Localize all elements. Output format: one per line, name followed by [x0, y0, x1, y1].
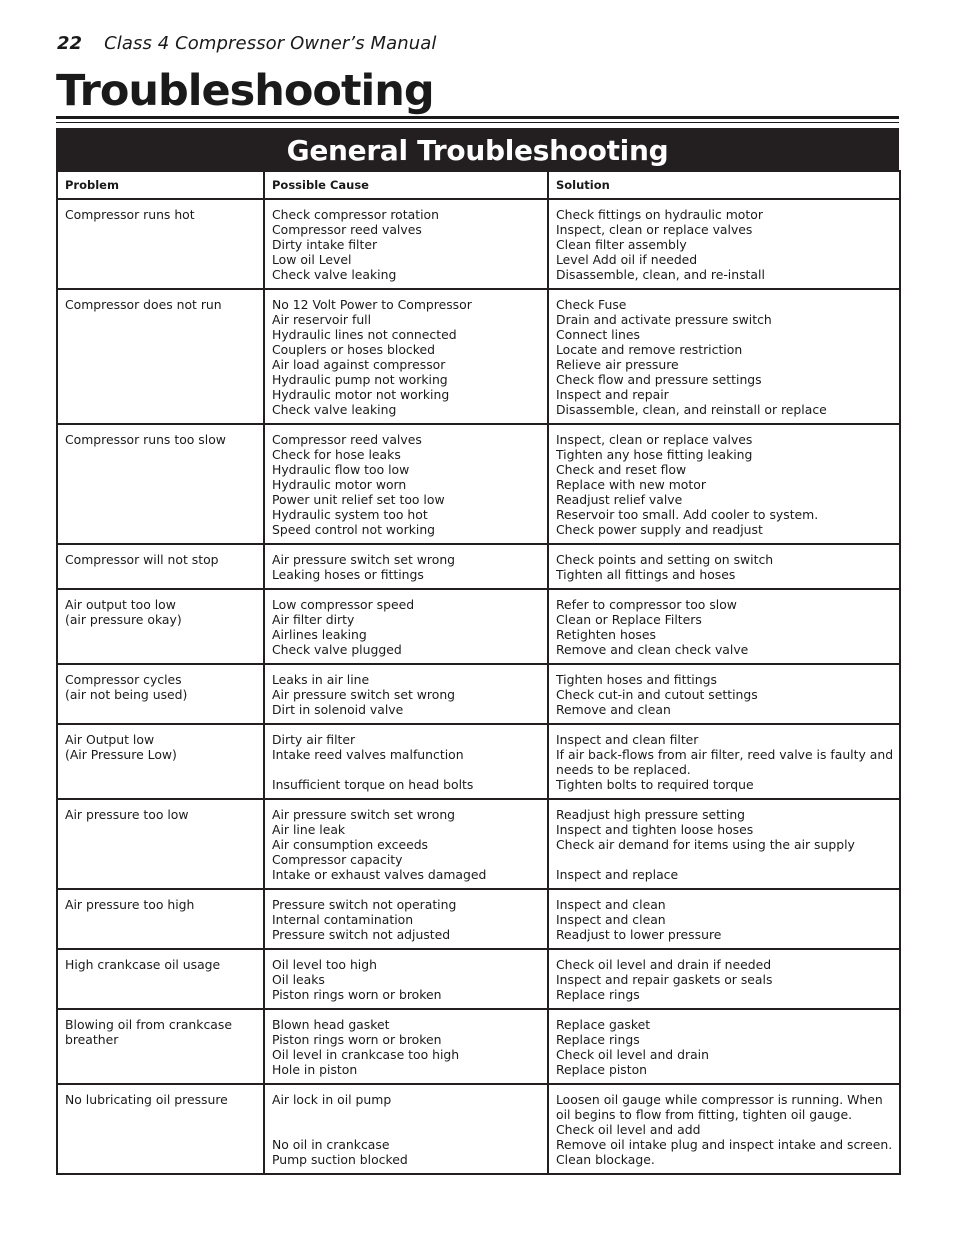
solution-text: Check points and setting on switch [556, 552, 774, 567]
cause-cell [264, 724, 548, 799]
cause-text: Oil leaks [272, 972, 325, 987]
cause-text: Compressor reed valves [272, 432, 422, 447]
solution-text: Disassemble, clean, and re-install [556, 267, 765, 282]
cause-text: Hydraulic motor worn [272, 477, 407, 492]
solution-text: Check oil level and drain if needed [556, 957, 772, 972]
solution-text: Disassemble, clean, and reinstall or replace [556, 402, 827, 417]
table-row [57, 949, 900, 1009]
cause-text: Piston rings worn or broken [272, 987, 442, 1002]
cause-text: Pressure switch not operating [272, 897, 457, 912]
cause-text: Air filter dirty [272, 612, 355, 627]
cause-text: Air consumption exceeds [272, 837, 429, 852]
solution-text: Check flow and pressure settings [556, 372, 762, 387]
cause-text: Hole in piston [272, 1062, 358, 1077]
solution-text: Relieve air pressure [556, 357, 679, 372]
solution-text: Check and reset flow [556, 462, 687, 477]
solution-text: Inspect and replace [556, 867, 679, 882]
table-row [57, 589, 900, 664]
solution-text: oil begins to flow from fitting, tighten oil gauge. [556, 1107, 853, 1122]
section-title: General Troubleshooting [286, 133, 669, 167]
cause-text: No oil in crankcase [272, 1137, 390, 1152]
cause-text: No 12 Volt Power to Compressor [272, 297, 472, 312]
cause-text: Internal contamination [272, 912, 414, 927]
solution-text: Inspect, clean or replace valves [556, 222, 753, 237]
cause-text: Air pressure switch set wrong [272, 552, 456, 567]
column-header-solution: Solution [548, 171, 900, 199]
cause-text: Air load against compressor [272, 357, 446, 372]
solution-text: Replace gasket [556, 1017, 651, 1032]
solution-text: Tighten bolts to required torque [556, 777, 754, 792]
cause-cell [264, 424, 548, 544]
cause-text [272, 762, 541, 777]
problem-cell [57, 664, 264, 724]
cause-text [272, 1122, 541, 1137]
solution-text: Connect lines [556, 327, 640, 342]
table-row [57, 289, 900, 424]
cause-text: Dirt in solenoid valve [272, 702, 404, 717]
cause-text: Air pressure switch set wrong [272, 687, 456, 702]
problem-cell [57, 289, 264, 424]
section-header-band [56, 128, 899, 172]
cause-text: Pressure switch not adjusted [272, 927, 451, 942]
table-row [57, 544, 900, 589]
cause-text: Power unit relief set too low [272, 492, 445, 507]
cause-text: Air lock in oil pump [272, 1092, 392, 1107]
solution-text: Drain and activate pressure switch [556, 312, 772, 327]
cause-text: Check for hose leaks [272, 447, 401, 462]
solution-text: Check power supply and readjust [556, 522, 763, 537]
solution-text: Check oil level and drain [556, 1047, 709, 1062]
column-header-possible-cause: Possible Cause [264, 171, 548, 199]
solution-text: Replace with new motor [556, 477, 706, 492]
solution-text: needs to be replaced. [556, 762, 691, 777]
solution-cell [548, 589, 900, 664]
problem-cell [57, 589, 264, 664]
solution-cell [548, 1084, 900, 1174]
problem-text: (air not being used) [65, 687, 188, 702]
problem-cell [57, 199, 264, 289]
table-row [57, 889, 900, 949]
cause-text: Hydraulic motor not working [272, 387, 450, 402]
cause-text: Air reservoir full [272, 312, 372, 327]
solution-text: Inspect, clean or replace valves [556, 432, 753, 447]
cause-cell [264, 1009, 548, 1084]
cause-cell [264, 664, 548, 724]
solution-text: Clean filter assembly [556, 237, 687, 252]
solution-cell [548, 544, 900, 589]
solution-cell [548, 889, 900, 949]
page-title: Troubleshooting [56, 66, 434, 116]
problem-text: Compressor will not stop [65, 552, 219, 567]
problem-text: (Air Pressure Low) [65, 747, 177, 762]
cause-text: Dirty intake filter [272, 237, 378, 252]
table-row [57, 1084, 900, 1174]
solution-text: Remove oil intake plug and inspect intake and screen. [556, 1137, 893, 1152]
cause-text: Insufficient torque on head bolts [272, 777, 474, 792]
problem-text: Blowing oil from crankcase [65, 1017, 232, 1032]
solution-text: Refer to compressor too slow [556, 597, 737, 612]
solution-text: Loosen oil gauge while compressor is running. When [556, 1092, 883, 1107]
solution-text: Check fittings on hydraulic motor [556, 207, 763, 222]
solution-text: Check oil level and add [556, 1122, 701, 1137]
solution-text: Inspect and clean [556, 897, 666, 912]
cause-text: Dirty air filter [272, 732, 356, 747]
problem-cell [57, 1009, 264, 1084]
solution-text: Replace rings [556, 1032, 640, 1047]
solution-cell [548, 1009, 900, 1084]
solution-text: Locate and remove restriction [556, 342, 743, 357]
cause-text: Oil level in crankcase too high [272, 1047, 460, 1062]
solution-text: Level Add oil if needed [556, 252, 698, 267]
title-rule-thin [56, 122, 899, 123]
cause-text: Intake reed valves malfunction [272, 747, 464, 762]
cause-text: Blown head gasket [272, 1017, 390, 1032]
cause-cell [264, 799, 548, 889]
table-row [57, 424, 900, 544]
problem-text: Air pressure too high [65, 897, 195, 912]
solution-text: Inspect and clean filter [556, 732, 699, 747]
problem-cell [57, 889, 264, 949]
solution-text: Inspect and repair [556, 387, 669, 402]
problem-cell [57, 949, 264, 1009]
problem-text: Compressor runs too slow [65, 432, 226, 447]
problem-cell [57, 1084, 264, 1174]
solution-text: Tighten hoses and fittings [556, 672, 717, 687]
cause-text: Hydraulic lines not connected [272, 327, 457, 342]
cause-text: Airlines leaking [272, 627, 367, 642]
solution-cell [548, 199, 900, 289]
problem-cell [57, 544, 264, 589]
cause-text: Piston rings worn or broken [272, 1032, 442, 1047]
solution-text: Inspect and repair gaskets or seals [556, 972, 773, 987]
table-row [57, 1009, 900, 1084]
problem-text: (air pressure okay) [65, 612, 182, 627]
solution-text: Readjust to lower pressure [556, 927, 722, 942]
cause-cell [264, 589, 548, 664]
cause-text: Hydraulic flow too low [272, 462, 410, 477]
solution-text: If air back-flows from air filter, reed valve is faulty and [556, 747, 894, 762]
cause-text: Check valve leaking [272, 402, 397, 417]
troubleshooting-table [56, 170, 901, 1175]
cause-text: Hydraulic pump not working [272, 372, 448, 387]
solution-text: Retighten hoses [556, 627, 656, 642]
cause-text: Intake or exhaust valves damaged [272, 867, 487, 882]
problem-cell [57, 424, 264, 544]
problem-text: No lubricating oil pressure [65, 1092, 228, 1107]
problem-text: breather [65, 1032, 119, 1047]
cause-text: Leaking hoses or fittings [272, 567, 424, 582]
solution-cell [548, 289, 900, 424]
solution-text: Tighten all fittings and hoses [556, 567, 736, 582]
cause-text: Couplers or hoses blocked [272, 342, 435, 357]
solution-text: Inspect and tighten loose hoses [556, 822, 754, 837]
cause-text: Check valve leaking [272, 267, 397, 282]
solution-text: Reservoir too small. Add cooler to system. [556, 507, 819, 522]
cause-text: Compressor reed valves [272, 222, 422, 237]
cause-cell [264, 199, 548, 289]
table-row [57, 799, 900, 889]
table-header-row [57, 171, 900, 199]
cause-cell [264, 544, 548, 589]
problem-text: Compressor runs hot [65, 207, 195, 222]
solution-cell [548, 949, 900, 1009]
solution-cell [548, 724, 900, 799]
solution-cell [548, 424, 900, 544]
table-row [57, 664, 900, 724]
problem-text: Compressor does not run [65, 297, 222, 312]
problem-text: Air Output low [65, 732, 155, 747]
solution-text: Check cut-in and cutout settings [556, 687, 758, 702]
solution-cell [548, 799, 900, 889]
solution-text: Replace rings [556, 987, 640, 1002]
problem-cell [57, 799, 264, 889]
cause-text: Compressor capacity [272, 852, 403, 867]
solution-text: Inspect and clean [556, 912, 666, 927]
page-number: 22 [57, 33, 83, 54]
solution-text: Check Fuse [556, 297, 627, 312]
cause-cell [264, 949, 548, 1009]
problem-text: Air pressure too low [65, 807, 189, 822]
cause-text: Check compressor rotation [272, 207, 439, 222]
solution-text: Remove and clean [556, 702, 671, 717]
cause-cell [264, 1084, 548, 1174]
solution-text: Tighten any hose fitting leaking [556, 447, 753, 462]
cause-text: Speed control not working [272, 522, 436, 537]
solution-cell [548, 664, 900, 724]
cause-text: Leaks in air line [272, 672, 370, 687]
cause-text: Air pressure switch set wrong [272, 807, 456, 822]
table-row [57, 724, 900, 799]
solution-text: Clean blockage. [556, 1152, 655, 1167]
problem-cell [57, 724, 264, 799]
problem-text: Compressor cycles [65, 672, 182, 687]
running-header [57, 33, 437, 55]
solution-text: Clean or Replace Filters [556, 612, 702, 627]
solution-text [556, 852, 893, 867]
cause-text: Low oil Level [272, 252, 352, 267]
solution-text: Check air demand for items using the air supply [556, 837, 855, 852]
cause-cell [264, 289, 548, 424]
cause-cell [264, 889, 548, 949]
problem-text: Air output too low [65, 597, 176, 612]
solution-text: Remove and clean check valve [556, 642, 749, 657]
cause-text: Check valve plugged [272, 642, 402, 657]
cause-text: Low compressor speed [272, 597, 415, 612]
cause-text: Pump suction blocked [272, 1152, 408, 1167]
cause-text: Hydraulic system too hot [272, 507, 428, 522]
cause-text [272, 1107, 541, 1122]
solution-text: Readjust relief valve [556, 492, 683, 507]
table-row [57, 199, 900, 289]
cause-text: Air line leak [272, 822, 346, 837]
solution-text: Replace piston [556, 1062, 648, 1077]
column-header-problem: Problem [57, 171, 264, 199]
problem-text: High crankcase oil usage [65, 957, 221, 972]
solution-text: Readjust high pressure setting [556, 807, 746, 822]
table-body [57, 199, 900, 1174]
title-rule-thick [56, 116, 899, 119]
cause-text: Oil level too high [272, 957, 377, 972]
manual-title: Class 4 Compressor Owner’s Manual [104, 33, 437, 54]
